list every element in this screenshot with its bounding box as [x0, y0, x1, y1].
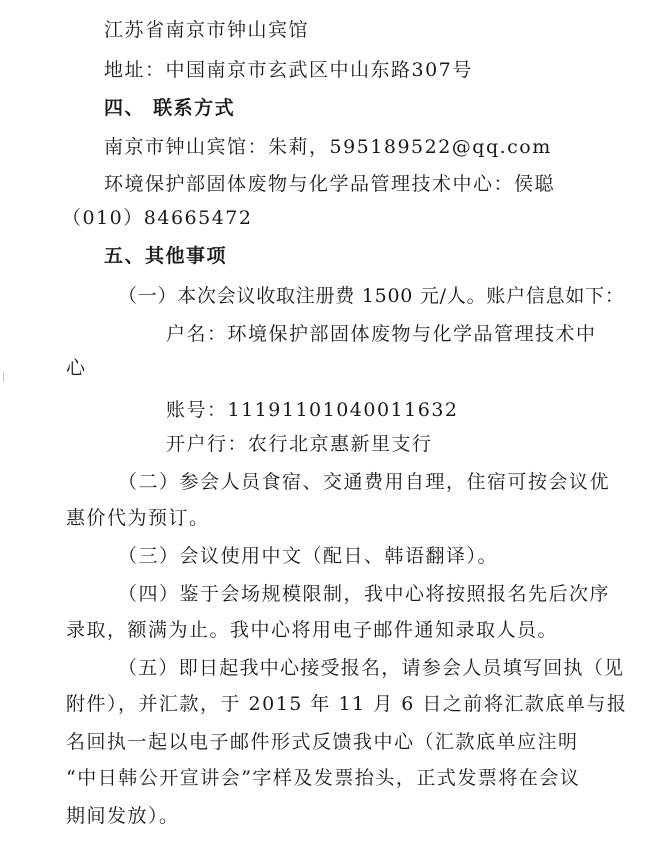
item-5-line-5: 期间发放）。	[66, 805, 180, 827]
contact-phone: （010）84665472	[62, 207, 253, 229]
item-5-line-2: 附件），并汇款，于 2015 年 11 月 6 日之前将汇款底单与报	[66, 693, 628, 715]
other-heading: 五、其他事项	[104, 245, 228, 267]
account-number: 账号：11191101040011632	[166, 399, 459, 421]
account-name-line-1: 户名：环境保护部固体废物与化学品管理技术中	[166, 323, 597, 345]
venue-name: 江苏省南京市钟山宾馆	[104, 19, 310, 41]
item-5-line-1: （五）即日起我中心接受报名，请参会人员填写回执（见	[118, 657, 625, 679]
item-5-line-3: 名回执一起以电子邮件形式反馈我中心（汇款底单应注明	[66, 731, 579, 753]
bank-name: 开户行：农行北京惠新里支行	[166, 433, 433, 455]
item-2-line-2: 惠价代为预订。	[66, 507, 210, 529]
venue-address: 地址：中国南京市玄武区中山东路307号	[104, 59, 473, 81]
item-3: （三）会议使用中文（配日、韩语翻译）。	[118, 545, 499, 567]
contact-line-1: 南京市钟山宾馆：朱莉，595189522@qq.com	[104, 136, 552, 158]
item-1: （一）本次会议收取注册费 1500 元/人。账户信息如下：	[118, 285, 625, 307]
scan-edge-mark	[3, 372, 4, 382]
account-name-line-2: 心	[66, 357, 87, 379]
item-2-line-1: （二）参会人员食宿、交通费用自理，住宿可按会议优	[118, 471, 611, 493]
contact-line-2: 环境保护部固体废物与化学品管理技术中心：侯聪	[104, 173, 556, 195]
item-4-line-1: （四）鉴于会场规模限制，我中心将按照报名先后次序	[118, 583, 611, 605]
item-5-line-4: “中日韩公开宣讲会”字样及发票抬头，正式发票将在会议	[66, 767, 581, 789]
item-4-line-2: 录取，额满为止。我中心将用电子邮件通知录取人员。	[66, 619, 559, 641]
contact-heading: 四、 联系方式	[104, 97, 236, 119]
